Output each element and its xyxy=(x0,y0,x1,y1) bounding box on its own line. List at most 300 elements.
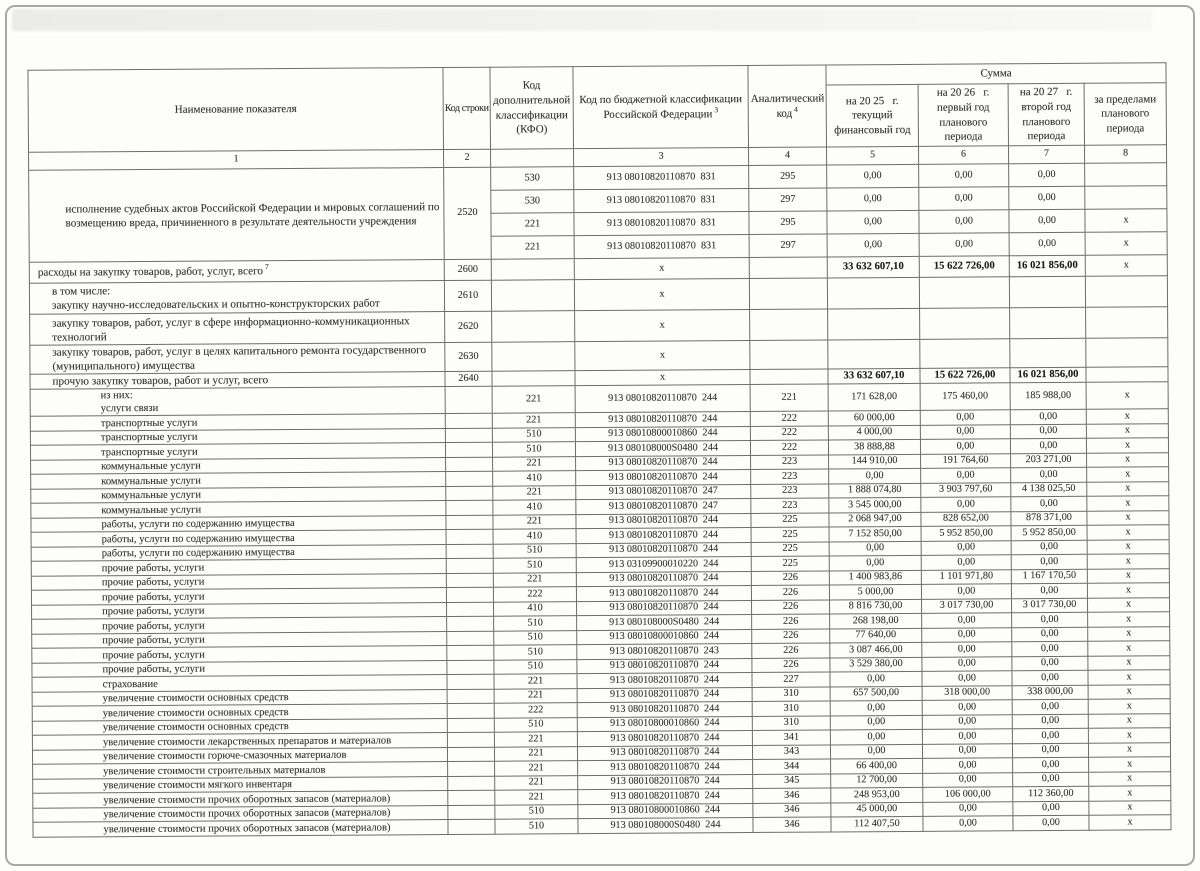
beyond-period-cell: x xyxy=(1085,209,1167,233)
col-number xyxy=(491,149,574,168)
amount-2025-cell: 33 632 607,10 xyxy=(827,256,919,278)
col-number: 2 xyxy=(444,149,491,167)
kfo-cell: 530 xyxy=(491,190,574,214)
amount-2027-cell xyxy=(1010,338,1086,368)
line-code-cell: 2610 xyxy=(444,280,491,311)
beyond-period-cell: x xyxy=(1087,453,1169,468)
line-code-cell xyxy=(447,675,494,690)
col-number: 7 xyxy=(1008,145,1084,164)
amount-2027-cell: 0,00 xyxy=(1012,729,1088,744)
analytic-code-cell: 225 xyxy=(751,513,829,528)
row-name-cell: исполнение судебных актов Российской Федерации и мировых соглашений по возмещению вреда, причиненного в результате деятельности учреждения xyxy=(29,168,445,263)
amount-2026-cell: 0,00 xyxy=(921,497,1011,512)
line-code-cell xyxy=(446,472,493,487)
beyond-period-cell: x xyxy=(1086,424,1168,439)
amount-2027-cell: 0,00 xyxy=(1012,700,1088,715)
analytic-code-cell: 225 xyxy=(751,527,829,542)
analytic-code-cell: 310 xyxy=(752,701,830,716)
kfo-cell: 221 xyxy=(493,486,576,501)
amount-2025-cell: 0,00 xyxy=(827,187,919,211)
amount-2026-cell: 106 000,00 xyxy=(923,787,1013,802)
amount-2025-cell: 0,00 xyxy=(830,730,922,745)
beyond-period-cell: x xyxy=(1087,554,1169,569)
kfo-cell: 510 xyxy=(493,558,576,573)
amount-2025-cell xyxy=(827,277,919,309)
amount-2025-cell: 0,00 xyxy=(830,701,922,716)
amount-2025-cell: 0,00 xyxy=(827,233,919,257)
amount-2026-cell: 0,00 xyxy=(923,758,1013,773)
line-code-cell xyxy=(448,791,495,806)
amount-2026-cell: 0,00 xyxy=(921,584,1011,599)
amount-2025-cell: 5 000,00 xyxy=(829,585,921,600)
amount-2025-cell: 0,00 xyxy=(827,164,919,188)
amount-2026-cell xyxy=(920,339,1010,369)
budget-code-cell: 913 08010820110870 831 xyxy=(574,235,749,259)
col-number: 5 xyxy=(826,146,918,165)
beyond-period-cell: x xyxy=(1089,757,1171,772)
amount-2027-cell: 0,00 xyxy=(1013,816,1089,831)
amount-2026-cell: 0,00 xyxy=(922,744,1012,759)
amount-2026-cell: 0,00 xyxy=(919,233,1009,257)
budget-code-cell: 913 08010820110870 244 xyxy=(575,412,750,428)
row-name-cell: прочие работы, услуги xyxy=(32,602,447,619)
budget-code-cell: 913 08010800010860 244 xyxy=(577,716,752,732)
amount-2026-cell: 3 903 797,60 xyxy=(921,483,1011,498)
kfo-cell: 410 xyxy=(493,529,576,544)
amount-2026-cell: 0,00 xyxy=(922,715,1012,730)
row-name-cell: из них: услуги связи xyxy=(30,387,445,417)
beyond-period-cell: x xyxy=(1085,232,1167,256)
row-name-cell: прочие работы, услуги xyxy=(31,559,446,576)
row-name-cell: работы, услуги по содержанию имущества xyxy=(31,544,446,561)
budget-code-cell: 913 08010820110870 244 xyxy=(576,513,751,529)
kfo-cell: 221 xyxy=(491,236,574,260)
footnote-ref-3: 3 xyxy=(714,105,719,115)
col-group-header-sum: Сумма xyxy=(826,63,1166,85)
amount-2027-cell: 0,00 xyxy=(1011,468,1087,483)
beyond-period-cell: x xyxy=(1088,656,1170,671)
budget-code-cell: 913 08010820110870 244 xyxy=(576,586,751,602)
kfo-cell xyxy=(491,259,574,281)
amount-2026-cell: 0,00 xyxy=(920,410,1010,425)
budget-code-cell: x xyxy=(575,310,750,342)
amount-2025-cell: 0,00 xyxy=(830,715,922,730)
budget-code-cell: 913 08010820110870 244 xyxy=(576,470,751,486)
analytic-code-cell: 297 xyxy=(749,234,827,258)
budget-code-cell: 913 080108000S0480 244 xyxy=(578,818,753,834)
budget-code-cell: 913 08010820110870 243 xyxy=(577,644,752,660)
line-code-cell xyxy=(446,457,493,472)
amount-2026-cell: 318 000,00 xyxy=(922,686,1012,701)
beyond-period-cell: x xyxy=(1088,670,1170,685)
kfo-cell: 221 xyxy=(494,674,577,689)
amount-2025-cell: 12 700,00 xyxy=(831,773,923,788)
analytic-code-cell: 226 xyxy=(751,585,829,600)
amount-2027-cell: 1 167 170,50 xyxy=(1011,569,1087,584)
beyond-period-cell: x xyxy=(1085,255,1167,277)
analytic-code-cell: 341 xyxy=(752,730,830,745)
analytic-code-cell: 222 xyxy=(750,426,828,441)
analytic-code-cell: 346 xyxy=(753,803,831,818)
row-name-cell: транспортные услуги xyxy=(30,414,445,431)
line-code-cell xyxy=(447,747,494,762)
beyond-period-cell: x xyxy=(1087,525,1169,540)
kfo-cell: 221 xyxy=(493,573,576,588)
amount-2027-cell: 203 271,00 xyxy=(1011,453,1087,468)
beyond-period-cell: x xyxy=(1088,728,1170,743)
analytic-code-cell: 345 xyxy=(753,774,831,789)
kfo-cell: 410 xyxy=(494,602,577,617)
analytic-code-cell xyxy=(750,309,828,341)
amount-2027-cell: 0,00 xyxy=(1012,627,1088,642)
analytic-code-cell: 226 xyxy=(752,614,830,629)
beyond-period-cell: x xyxy=(1088,685,1170,700)
budget-code-cell: 913 08010800010860 244 xyxy=(578,803,753,819)
analytic-code-cell: 226 xyxy=(752,643,830,658)
analytic-code-cell: 225 xyxy=(751,556,829,571)
analytic-code-cell xyxy=(750,369,828,385)
kfo-cell: 410 xyxy=(493,471,576,486)
row-name-cell: работы, услуги по содержанию имущества xyxy=(31,530,446,547)
col-number: 4 xyxy=(748,147,826,166)
amount-2027-cell: 16 021 856,00 xyxy=(1009,255,1085,277)
beyond-period-cell: x xyxy=(1086,409,1168,424)
kfo-cell: 221 xyxy=(491,213,574,237)
amount-2025-cell: 112 407,50 xyxy=(831,817,923,832)
kfo-cell xyxy=(492,371,575,387)
amount-2025-cell: 7 152 850,00 xyxy=(829,527,921,542)
amount-2027-cell: 112 360,00 xyxy=(1013,787,1089,802)
analytic-code-cell: 343 xyxy=(752,745,830,760)
amount-2027-cell: 5 952 850,00 xyxy=(1011,526,1087,541)
line-code-cell xyxy=(446,588,493,603)
amount-2027-cell: 185 988,00 xyxy=(1010,382,1086,410)
amount-2025-cell: 0,00 xyxy=(827,210,919,234)
budget-code-cell: 913 08010820110870 244 xyxy=(576,542,751,558)
amount-2025-cell: 38 888,88 xyxy=(828,440,920,455)
amount-2026-cell: 175 460,00 xyxy=(920,383,1010,411)
amount-2026-cell: 0,00 xyxy=(922,613,1012,628)
row-name-cell: прочую закупку товаров, работ и услуг, всего xyxy=(30,372,445,390)
budget-code-cell: 913 080108000S0480 244 xyxy=(577,615,752,631)
kfo-cell xyxy=(492,342,575,372)
budget-table xyxy=(27,62,1171,838)
col-number: 1 xyxy=(29,150,444,171)
analytic-code-cell: 295 xyxy=(749,165,827,189)
amount-2027-cell: 0,00 xyxy=(1012,613,1088,628)
row-name-cell: страхование xyxy=(32,675,447,692)
beyond-period-cell: x xyxy=(1088,743,1170,758)
table-body xyxy=(29,163,1171,838)
beyond-period-cell: x xyxy=(1088,641,1170,656)
amount-2025-cell xyxy=(828,339,920,369)
analytic-code-cell: 297 xyxy=(749,188,827,212)
beyond-period-cell: x xyxy=(1087,496,1169,511)
row-name-cell: прочие работы, услуги xyxy=(31,573,446,590)
amount-2027-cell: 878 371,00 xyxy=(1011,511,1087,526)
line-code-cell xyxy=(447,733,494,748)
col-header-name: Наименование показателя xyxy=(28,68,444,153)
amount-2025-cell: 33 632 607,10 xyxy=(828,368,920,384)
amount-2026-cell: 0,00 xyxy=(919,210,1009,234)
col-header-year-2027: на 20 27 г. второй год планового периода xyxy=(1008,83,1084,146)
line-code-cell: 2620 xyxy=(445,311,492,342)
line-code-cell: 2640 xyxy=(445,371,492,386)
amount-2027-cell: 0,00 xyxy=(1013,758,1089,773)
row-name-cell: увеличение стоимости прочих оборотных запасов (материалов) xyxy=(33,791,448,808)
analytic-code-cell xyxy=(750,340,828,370)
amount-2025-cell: 248 953,00 xyxy=(831,788,923,803)
budget-code-cell: 913 08010820110870 244 xyxy=(577,673,752,689)
beyond-period-cell: x xyxy=(1087,467,1169,482)
amount-2027-cell: 4 138 025,50 xyxy=(1011,482,1087,497)
amount-2025-cell: 3 087 466,00 xyxy=(830,643,922,658)
analytic-code-cell: 295 xyxy=(749,211,827,235)
beyond-period-cell: x xyxy=(1089,801,1171,816)
kfo-cell: 221 xyxy=(494,732,577,747)
amount-2027-cell: 0,00 xyxy=(1011,555,1087,570)
budget-code-cell: x xyxy=(574,279,749,311)
beyond-period-cell: x xyxy=(1086,438,1168,453)
col-header-analytic-code xyxy=(748,65,827,148)
amount-2027-cell: 0,00 xyxy=(1013,801,1089,816)
budget-code-cell: 913 08010800010860 244 xyxy=(575,426,750,442)
line-code-cell xyxy=(446,559,493,574)
row-name-cell: транспортные услуги xyxy=(30,428,445,445)
amount-2027-cell: 0,00 xyxy=(1011,584,1087,599)
amount-2025-cell: 144 910,00 xyxy=(829,454,921,469)
row-name-cell: увеличение стоимости основных средств xyxy=(32,718,447,735)
row-name-cell: увеличение стоимости прочих оборотных запасов (материалов) xyxy=(33,820,448,837)
col-header-year-2026: на 20 26 г. первый год планового периода xyxy=(918,84,1008,147)
budget-code-cell: 913 08010820110870 244 xyxy=(577,600,752,616)
amount-2025-cell: 0,00 xyxy=(829,556,921,571)
amount-2025-cell: 4 000,00 xyxy=(828,425,920,440)
amount-2027-cell: 0,00 xyxy=(1010,424,1086,439)
col-header-kfo: Код дополнительной классификации (КФО) xyxy=(490,67,574,150)
scan-artifact-band xyxy=(12,9,1152,31)
amount-2025-cell: 45 000,00 xyxy=(831,802,923,817)
kfo-cell: 510 xyxy=(492,428,575,443)
amount-2026-cell: 0,00 xyxy=(923,773,1013,788)
col-number: 8 xyxy=(1084,145,1166,164)
row-name-cell: увеличение стоимости лекарственных препаратов и материалов xyxy=(32,733,447,750)
line-code-cell xyxy=(447,704,494,719)
budget-code-cell: 913 08010820110870 831 xyxy=(574,166,749,190)
beyond-period-cell: x xyxy=(1089,772,1171,787)
analytic-code-cell: 226 xyxy=(752,600,830,615)
amount-2026-cell: 15 622 726,00 xyxy=(919,256,1009,278)
kfo-cell: 221 xyxy=(492,386,575,414)
line-code-cell xyxy=(447,631,494,646)
beyond-period-cell: x xyxy=(1088,714,1170,729)
amount-2025-cell: 8 816 730,00 xyxy=(829,599,921,614)
table-wrapper xyxy=(27,62,1171,838)
line-code-cell: 2520 xyxy=(444,167,492,259)
amount-2026-cell: 0,00 xyxy=(919,187,1009,211)
kfo-cell: 221 xyxy=(494,689,577,704)
beyond-period-cell xyxy=(1086,367,1168,383)
row-name-cell: закупку товаров, работ, услуг в сфере информационно-коммуникационных технологий xyxy=(30,312,445,346)
row-name-cell: прочие работы, услуги xyxy=(31,588,446,605)
amount-2025-cell: 0,00 xyxy=(830,744,922,759)
footnote-ref-4: 4 xyxy=(794,104,798,114)
row-name-cell: увеличение стоимости основных средств xyxy=(32,689,447,706)
beyond-period-cell: x xyxy=(1088,699,1170,714)
amount-2027-cell: 0,00 xyxy=(1013,772,1089,787)
amount-2027-cell: 3 017 730,00 xyxy=(1011,598,1087,613)
line-code-cell xyxy=(448,805,495,820)
amount-2026-cell: 0,00 xyxy=(921,468,1011,483)
analytic-code-cell: 225 xyxy=(751,542,829,557)
analytic-code-cell: 223 xyxy=(751,469,829,484)
row-name-cell: прочие работы, услуги xyxy=(32,660,447,677)
line-code-cell xyxy=(447,602,494,617)
budget-code-cell: 913 08010820110870 247 xyxy=(576,499,751,515)
beyond-period-cell: x xyxy=(1088,612,1170,627)
amount-2026-cell: 0,00 xyxy=(921,541,1011,556)
row-name-cell: увеличение стоимости мягкого инвентаря xyxy=(33,776,448,793)
row-name-cell: в том числе: закупку научно-исследовательских и опытно-конструкторских работ xyxy=(29,281,444,315)
amount-2027-cell: 0,00 xyxy=(1012,714,1088,729)
analytic-code-cell: 226 xyxy=(751,571,829,586)
beyond-period-cell xyxy=(1085,163,1167,187)
amount-2026-cell: 15 622 726,00 xyxy=(920,368,1010,384)
col-header-line-code: Код строки xyxy=(443,67,491,149)
row-name-cell: прочие работы, услуги xyxy=(32,646,447,663)
amount-2026-cell: 191 764,60 xyxy=(921,454,1011,469)
line-code-cell xyxy=(448,820,495,835)
amount-2025-cell: 60 000,00 xyxy=(828,411,920,426)
amount-2026-cell: 828 652,00 xyxy=(921,512,1011,527)
amount-2027-cell: 0,00 xyxy=(1009,209,1085,233)
kfo-cell: 510 xyxy=(492,442,575,457)
kfo-cell: 510 xyxy=(494,631,577,646)
kfo-cell: 222 xyxy=(493,587,576,602)
amount-2025-cell: 0,00 xyxy=(829,541,921,556)
line-code-cell xyxy=(446,501,493,516)
col-number: 3 xyxy=(574,148,749,167)
budget-code-cell: 913 08010820110870 244 xyxy=(576,455,751,471)
amount-2026-cell xyxy=(920,308,1010,340)
amount-2027-cell: 0,00 xyxy=(1012,656,1088,671)
line-code-cell xyxy=(445,443,492,458)
row-name-cell: транспортные услуги xyxy=(30,443,445,460)
budget-code-cell: 913 08010820110870 247 xyxy=(576,484,751,500)
budget-code-cell: 913 08010820110870 244 xyxy=(577,702,752,718)
kfo-cell xyxy=(492,311,575,343)
budget-code-cell: 913 08010820110870 831 xyxy=(574,189,749,213)
line-code-cell xyxy=(446,573,493,588)
line-code-cell xyxy=(446,515,493,530)
analytic-code-cell: 227 xyxy=(752,672,830,687)
kfo-cell: 510 xyxy=(493,544,576,559)
budget-code-cell: 913 03109900010220 244 xyxy=(576,557,751,573)
amount-2025-cell: 77 640,00 xyxy=(830,628,922,643)
amount-2026-cell: 5 952 850,00 xyxy=(921,526,1011,541)
kfo-cell xyxy=(491,280,574,312)
budget-code-cell: 913 08010820110870 244 xyxy=(576,571,751,587)
amount-2025-cell: 1 888 074,80 xyxy=(829,483,921,498)
amount-2027-cell: 338 000,00 xyxy=(1012,685,1088,700)
col-number: 6 xyxy=(918,146,1008,165)
row-name-cell: коммунальные услуги xyxy=(31,486,446,503)
amount-2025-cell: 171 628,00 xyxy=(828,383,920,411)
kfo-cell: 510 xyxy=(494,616,577,631)
amount-2027-cell: 0,00 xyxy=(1012,743,1088,758)
budget-code-cell: 913 08010820110870 244 xyxy=(576,528,751,544)
amount-2027-cell: 16 021 856,00 xyxy=(1010,367,1086,383)
amount-2026-cell: 0,00 xyxy=(922,700,1012,715)
kfo-cell: 510 xyxy=(495,805,578,820)
amount-2027-cell: 0,00 xyxy=(1011,540,1087,555)
beyond-period-cell: x xyxy=(1086,382,1168,410)
col-header-analytic-code-text: Аналитический код xyxy=(750,92,825,120)
line-code-cell xyxy=(448,762,495,777)
budget-code-cell: 913 08010800010860 244 xyxy=(577,629,752,645)
analytic-code-cell: 344 xyxy=(753,759,831,774)
kfo-cell: 510 xyxy=(494,660,577,675)
row-name-cell: закупку товаров, работ, услуг в целях капитального ремонта государственного (муниципального) имущества xyxy=(30,343,445,375)
beyond-period-cell: x xyxy=(1087,482,1169,497)
row-name-cell: коммунальные услуги xyxy=(31,501,446,518)
analytic-code-cell xyxy=(749,278,827,310)
amount-2027-cell: 0,00 xyxy=(1009,163,1085,187)
table-header xyxy=(28,63,1167,171)
row-name-cell: увеличение стоимости основных средств xyxy=(32,704,447,721)
amount-2025-cell: 66 400,00 xyxy=(831,759,923,774)
beyond-period-cell: x xyxy=(1087,598,1169,613)
amount-2026-cell: 0,00 xyxy=(920,439,1010,454)
analytic-code-cell: 221 xyxy=(750,384,828,412)
amount-2026-cell: 0,00 xyxy=(920,425,1010,440)
row-name-cell: увеличение стоимости строительных материалов xyxy=(33,762,448,779)
amount-2026-cell: 0,00 xyxy=(922,671,1012,686)
line-code-cell: 2600 xyxy=(444,259,491,280)
kfo-cell: 221 xyxy=(493,457,576,472)
line-code-cell xyxy=(447,689,494,704)
beyond-period-cell xyxy=(1085,276,1167,308)
kfo-cell: 510 xyxy=(494,718,577,733)
beyond-period-cell: x xyxy=(1088,627,1170,642)
amount-2025-cell: 3 529 380,00 xyxy=(830,657,922,672)
amount-2025-cell: 0,00 xyxy=(830,672,922,687)
amount-2025-cell: 0,00 xyxy=(829,469,921,484)
amount-2027-cell: 0,00 xyxy=(1009,232,1085,256)
budget-code-cell: x xyxy=(575,341,750,371)
amount-2026-cell: 1 101 971,80 xyxy=(921,570,1011,585)
line-code-cell xyxy=(447,617,494,632)
beyond-period-cell: x xyxy=(1087,583,1169,598)
budget-code-cell: 913 08010820110870 831 xyxy=(574,212,749,236)
amount-2027-cell: 0,00 xyxy=(1012,642,1088,657)
row-name-cell: прочие работы, услуги xyxy=(32,617,447,634)
row-name-cell: коммунальные услуги xyxy=(31,457,446,474)
amount-2026-cell: 0,00 xyxy=(923,802,1013,817)
line-code-cell xyxy=(446,530,493,545)
kfo-cell: 410 xyxy=(493,500,576,515)
budget-code-cell: x xyxy=(575,370,750,386)
analytic-code-cell: 310 xyxy=(752,716,830,731)
kfo-cell: 221 xyxy=(493,515,576,530)
analytic-code-cell: 223 xyxy=(751,455,829,470)
amount-2026-cell: 0,00 xyxy=(919,164,1009,188)
line-code-cell xyxy=(445,414,492,429)
amount-2025-cell: 2 068 947,00 xyxy=(829,512,921,527)
row-name-cell: увеличение стоимости прочих оборотных запасов (материалов) xyxy=(33,805,448,822)
analytic-code-cell: 222 xyxy=(750,440,828,455)
analytic-code-cell: 346 xyxy=(753,817,831,832)
